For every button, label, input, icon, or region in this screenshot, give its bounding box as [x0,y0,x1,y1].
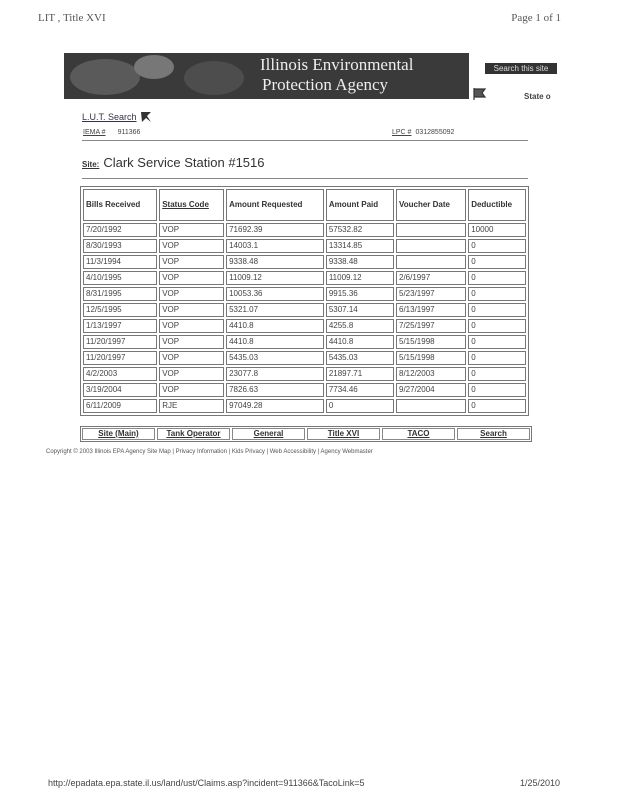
table-row [83,287,526,301]
copyright-footer: Copyright © 2003 Illinois EPA Agency Site Map | Privacy Information | Kids Privacy | Web Accessibility | Agency Webmaster [46,449,373,455]
lpc-label: LPC # [392,129,412,136]
table-row [83,367,526,381]
table-cell: VOP [159,223,224,237]
table-cell: 0 [468,255,526,269]
table-cell [396,239,466,253]
table-row [83,383,526,397]
table-cell: 21897.71 [326,367,394,381]
table-cell: 6/13/1997 [396,303,466,317]
nav-tank-operator[interactable]: Tank Operator [157,428,230,440]
table-cell: 13314.85 [326,239,394,253]
iema-value: 911366 [117,129,141,136]
table-cell: 0 [468,399,526,413]
table-cell: 0 [468,351,526,365]
table-cell: 4/2/2003 [83,367,157,381]
table-cell: 4410.8 [226,319,324,333]
column-header-bills-received: Bills Received [83,189,157,221]
claims-table-body [83,223,526,413]
table-cell: 9915.36 [326,287,394,301]
table-cell: 7/25/1997 [396,319,466,333]
banner-title-line2: Protection Agency [262,75,389,94]
table-cell: 11/20/1997 [83,351,157,365]
lpc-value: 0312855092 [415,129,455,136]
table-row [83,303,526,317]
print-footer-url: http://epadata.epa.state.il.us/land/ust/Claims.asp?incident=911366&TacoLink=5 [48,778,365,788]
table-header-row [83,189,526,221]
table-cell: 4410.8 [226,335,324,349]
table-cell: 10000 [468,223,526,237]
table-cell: 5/15/1998 [396,351,466,365]
table-cell: 97049.28 [226,399,324,413]
table-row [83,319,526,333]
print-header-left: LIT , Title XVI [38,12,106,24]
table-cell: 9/27/2004 [396,383,466,397]
table-cell: 12/5/1995 [83,303,157,317]
column-header-voucher-date: Voucher Date [396,189,466,221]
table-cell: VOP [159,319,224,333]
table-cell: 11009.12 [326,271,394,285]
column-header-deductible: Deductible [468,189,526,221]
claims-table [80,186,529,416]
banner-title [260,55,468,95]
column-header-amount-paid: Amount Paid [326,189,394,221]
table-cell: 7826.63 [226,383,324,397]
table-cell: 0 [468,287,526,301]
table-cell [396,399,466,413]
table-row [83,255,526,269]
divider [82,140,528,141]
table-row [83,351,526,365]
table-cell: VOP [159,255,224,269]
banner-photo-left [70,59,140,95]
table-cell: 5435.03 [226,351,324,365]
table-cell: 11/3/1994 [83,255,157,269]
column-header-amount-requested: Amount Requested [226,189,324,221]
table-cell: 57532.82 [326,223,394,237]
print-header-right: Page 1 of 1 [511,12,561,24]
table-cell: 5/15/1998 [396,335,466,349]
divider [82,178,528,179]
table-cell: 4255.8 [326,319,394,333]
site-name: Clark Service Station #1516 [103,155,265,170]
table-cell: 0 [468,383,526,397]
pointer-icon [140,110,152,128]
table-cell: VOP [159,335,224,349]
iema-number [83,129,140,136]
table-cell: 8/31/1995 [83,287,157,301]
table-cell: 7734.46 [326,383,394,397]
table-cell: RJE [159,399,224,413]
banner-photo-mid [134,55,174,79]
table-cell: 7/20/1992 [83,223,157,237]
footer-nav [80,426,532,442]
table-cell: 9338.48 [326,255,394,269]
table-cell: VOP [159,287,224,301]
table-cell: 23077.8 [226,367,324,381]
site-label: Site: [82,160,100,169]
table-cell: 5435.03 [326,351,394,365]
site-title [82,155,265,170]
lpc-number [392,129,454,136]
table-cell: 5/23/1997 [396,287,466,301]
iema-label: IEMA # [83,129,106,136]
nav-title-xvi[interactable]: Title XVI [307,428,380,440]
table-cell: 0 [326,399,394,413]
table-cell: VOP [159,351,224,365]
table-cell [396,255,466,269]
table-row [83,239,526,253]
table-cell: 3/19/2004 [83,383,157,397]
table-row [83,223,526,237]
table-row [83,399,526,413]
table-cell [396,223,466,237]
nav-taco[interactable]: TACO [382,428,455,440]
table-cell: 0 [468,335,526,349]
table-cell: 1/13/1997 [83,319,157,333]
banner-title-line1: Illinois Environmental [260,55,414,74]
nav-search[interactable]: Search [457,428,530,440]
table-cell: VOP [159,367,224,381]
table-cell: 11/20/1997 [83,335,157,349]
table-row [83,271,526,285]
table-cell: 5307.14 [326,303,394,317]
table-row [83,335,526,349]
table-cell: 0 [468,271,526,285]
table-cell: 10053.36 [226,287,324,301]
table-cell: 8/12/2003 [396,367,466,381]
table-cell: 14003.1 [226,239,324,253]
table-cell: VOP [159,271,224,285]
table-cell: 0 [468,319,526,333]
table-cell: VOP [159,303,224,317]
print-footer-date: 1/25/2010 [520,778,561,788]
table-cell: 0 [468,239,526,253]
banner-photo-right [184,61,244,95]
table-cell: 0 [468,367,526,381]
agency-banner[interactable] [64,53,469,99]
table-cell: 4410.8 [326,335,394,349]
column-header-status-code[interactable]: Status Code [159,189,224,221]
table-cell: VOP [159,239,224,253]
flag-icon [473,87,487,105]
table-cell: 71692.39 [226,223,324,237]
table-cell: 5321.07 [226,303,324,317]
table-cell: 8/30/1993 [83,239,157,253]
state-label[interactable]: State o [524,92,551,101]
table-cell: 4/10/1995 [83,271,157,285]
nav-general[interactable]: General [232,428,305,440]
nav-site-main[interactable]: Site (Main) [82,428,155,440]
table-cell: 9338.48 [226,255,324,269]
table-cell: VOP [159,383,224,397]
table-cell: 0 [468,303,526,317]
lust-search-link[interactable]: L.U.T. Search [82,112,137,122]
search-site-box[interactable]: Search this site [485,63,557,74]
table-cell: 2/6/1997 [396,271,466,285]
table-cell: 6/11/2009 [83,399,157,413]
table-cell: 11009.12 [226,271,324,285]
